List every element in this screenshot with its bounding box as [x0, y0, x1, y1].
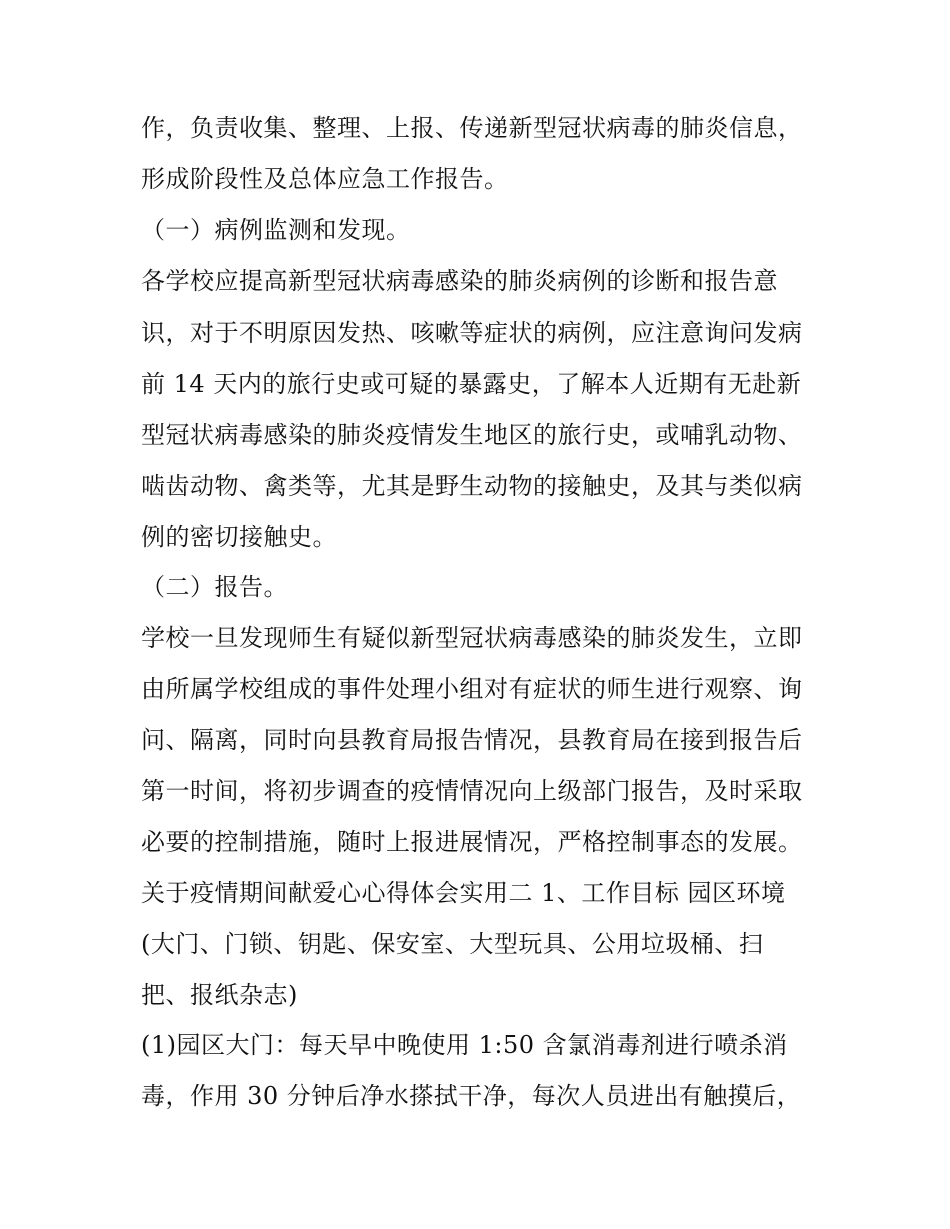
text-line: (大门、门锁、钥匙、保安室、大型玩具、公用垃圾桶、扫 [141, 930, 764, 958]
text-line: 各学校应提高新型冠状病毒感染的肺炎病例的诊断和报告意 [141, 267, 778, 295]
text-line: 关于疫情期间献爱心心得体会实用二 1、工作目标 园区环境 [141, 879, 786, 907]
text-line: 型冠状病毒感染的肺炎疫情发生地区的旅行史，或哺乳动物、 [141, 421, 803, 449]
text-line: 例的密切接触史。 [141, 523, 337, 551]
text-line: 形成阶段性及总体应急工作报告。 [141, 165, 509, 193]
text-line: 毒，作用 30 分钟后净水搽拭干净，每次人员进出有触摸后， [141, 1082, 802, 1110]
text-line: 前 14 天内的旅行史或可疑的暴露史，了解本人近期有无赴新 [141, 370, 802, 398]
text-line: 由所属学校组成的事件处理小组对有症状的师生进行观察、询 [141, 675, 803, 703]
text-line: 作，负责收集、整理、上报、传递新型冠状病毒的肺炎信息， [141, 114, 803, 142]
text-line: (1)园区大门：每天早中晚使用 1:50 含氯消毒剂进行喷杀消 [141, 1031, 788, 1059]
text-line: 啮齿动物、禽类等，尤其是野生动物的接触史，及其与类似病 [141, 472, 803, 500]
text-line: 把、报纸杂志) [141, 981, 298, 1009]
text-line: 第一时间，将初步调查的疫情情况向上级部门报告，及时采取 [141, 777, 803, 805]
section-heading: （一）病例监测和发现。 [141, 216, 411, 244]
section-heading: （二）报告。 [141, 573, 288, 601]
text-line: 识，对于不明原因发热、咳嗽等症状的病例，应注意询问发病 [141, 319, 803, 347]
text-line: 学校一旦发现师生有疑似新型冠状病毒感染的肺炎发生，立即 [141, 624, 803, 652]
text-line: 必要的控制措施，随时上报进展情况，严格控制事态的发展。 [141, 828, 803, 856]
text-line: 问、隔离，同时向县教育局报告情况，县教育局在接到报告后 [141, 726, 803, 754]
